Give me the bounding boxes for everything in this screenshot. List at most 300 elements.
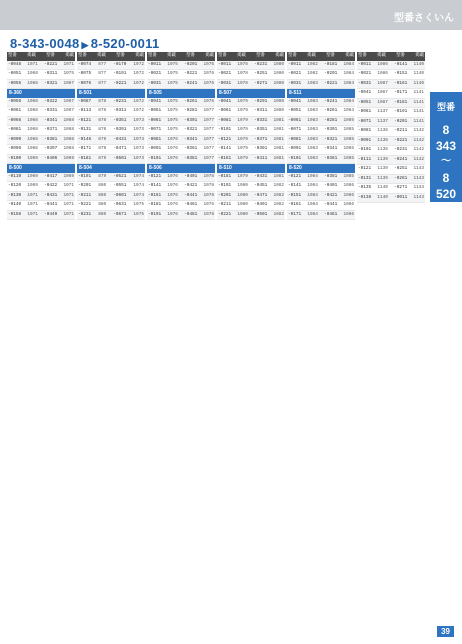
model-code: -0251 — [254, 71, 268, 76]
page-ref: 1079 — [237, 173, 248, 179]
page-ref: 1076 — [167, 146, 178, 151]
table-row — [287, 80, 355, 90]
page-ref: 1083 — [307, 108, 318, 113]
page-ref: 1082 — [273, 192, 284, 198]
table-row — [7, 70, 75, 80]
table-row — [217, 70, 285, 80]
column-header-label: 掲載 — [307, 53, 316, 58]
page-ref: 1081 — [273, 155, 284, 161]
side-tab — [430, 92, 462, 202]
page-ref: 1069 — [27, 173, 38, 179]
model-code: -0271 — [394, 185, 408, 190]
model-code: -0201 — [324, 71, 338, 76]
model-code: -0121 — [218, 136, 232, 142]
model-code: -0291 — [254, 98, 268, 104]
model-code: -0011 — [394, 194, 408, 200]
page-ref: 1086 — [343, 202, 354, 207]
table-row — [287, 107, 355, 117]
page-ref: 1143 — [413, 175, 424, 181]
page-ref: 1137 — [377, 109, 388, 114]
model-code: -0371 — [254, 136, 268, 142]
side-range-tilde: 〜 — [441, 156, 451, 167]
model-code: -0011 — [358, 61, 372, 67]
table-row — [77, 192, 145, 202]
model-code: -0161 — [288, 202, 302, 207]
page-ref: 1078 — [203, 192, 214, 198]
model-code: -0401 — [184, 173, 198, 179]
model-code: -0031 — [358, 80, 372, 86]
page-ref: 1075 — [167, 71, 178, 76]
model-code: -0171 — [78, 146, 92, 151]
page-ref: 1085 — [343, 155, 354, 161]
model-code: -0011 — [288, 61, 302, 67]
table-row — [7, 136, 75, 146]
table-row — [147, 107, 215, 117]
page-ref: 1072 — [133, 71, 144, 76]
table-row — [77, 145, 145, 155]
page-ref: 1142 — [413, 137, 424, 143]
model-code: -0331 — [254, 117, 268, 123]
model-code: -0481 — [184, 211, 198, 217]
page-ref: 1071 — [63, 183, 74, 188]
model-code: -0081 — [148, 136, 162, 142]
page-ref: 1077 — [203, 108, 214, 113]
model-code: -0381 — [324, 173, 338, 179]
table-row — [7, 145, 75, 155]
table-row — [7, 155, 75, 165]
model-code: -0431 — [44, 192, 58, 198]
model-code: -0061 — [288, 117, 302, 123]
page-ref: 1084 — [343, 71, 354, 76]
table-row — [287, 173, 355, 183]
section-badge: 8-520 — [287, 164, 355, 173]
header-title: 型番さくいん — [394, 13, 454, 24]
model-code: -0451 — [254, 183, 268, 188]
table-row — [217, 192, 285, 202]
model-code: -0074 — [78, 61, 92, 67]
page-ref: 1084 — [343, 61, 354, 67]
column-header-label: 型番 — [116, 53, 125, 58]
page-ref: 1082 — [273, 202, 284, 207]
model-code: -0631 — [113, 202, 127, 207]
table-row — [287, 145, 355, 155]
model-code: -0491 — [254, 202, 268, 207]
page-ref: 1084 — [343, 80, 354, 86]
table-row — [147, 136, 215, 146]
page-ref: 1076 — [203, 80, 214, 86]
page-ref: 1138 — [377, 147, 388, 152]
model-code: -0031 — [148, 80, 162, 86]
page-ref: 1080 — [273, 71, 284, 76]
model-code: -0271 — [254, 80, 268, 86]
column-header-label: 掲載 — [377, 53, 386, 58]
table-row — [357, 184, 425, 194]
page-ref: 1072 — [133, 61, 144, 67]
table-row — [7, 182, 75, 192]
model-code: -0051 — [288, 108, 302, 113]
section-badge: 8-360 — [7, 89, 75, 98]
arrow-right-icon: ▶ — [81, 40, 89, 50]
model-code: -0090 — [8, 136, 22, 142]
model-code: -0075 — [78, 71, 92, 76]
page-ref: 1068 — [27, 71, 38, 76]
page-ref: 1078 — [203, 173, 214, 179]
model-code: -0110 — [8, 173, 22, 179]
model-code: -0091 — [148, 146, 162, 151]
page-ref: 1071 — [27, 61, 38, 67]
page-ref: 1143 — [413, 185, 424, 190]
page-ref: 1073 — [133, 127, 144, 132]
page-ref: 878 — [98, 98, 107, 104]
page-ref: 1141 — [413, 109, 424, 114]
page-ref: 1076 — [167, 155, 178, 161]
page-ref: 1141 — [413, 90, 424, 95]
page-ref: 878 — [98, 117, 107, 123]
page-ref: 1081 — [273, 146, 284, 151]
page-ref: 1077 — [203, 136, 214, 142]
range-from: 8-343-0048 — [10, 36, 80, 51]
model-code: -0121 — [288, 173, 302, 179]
page-ref: 1084 — [307, 183, 318, 188]
page-ref: 879 — [98, 155, 107, 161]
page-ref: 1068 — [63, 117, 74, 123]
index-column — [287, 52, 355, 618]
page-number: 39 — [437, 626, 454, 637]
table-row — [287, 211, 355, 221]
table-row — [7, 61, 75, 71]
model-code: -0048 — [8, 61, 22, 67]
page-ref: 1086 — [343, 211, 354, 217]
table-row — [217, 117, 285, 127]
column-header-label: 掲載 — [205, 53, 214, 58]
table-row — [77, 173, 145, 183]
page-ref: 1075 — [167, 98, 178, 104]
page-ref: 878 — [98, 108, 107, 113]
page-ref: 1077 — [203, 146, 214, 151]
model-code: -0101 — [148, 155, 162, 161]
model-code: -0113 — [78, 108, 92, 113]
model-code: -0361 — [184, 146, 198, 151]
section-badge: 8-506 — [147, 164, 215, 173]
model-code: -0031 — [288, 80, 302, 86]
table-row — [217, 80, 285, 90]
table-row — [287, 136, 355, 146]
model-code: -0417 — [44, 173, 58, 179]
model-code: -0091 — [288, 146, 302, 151]
model-code: -0041 — [148, 98, 162, 104]
page-ref: 1075 — [167, 61, 178, 67]
index-column — [77, 52, 145, 618]
page-ref: 1074 — [133, 192, 144, 198]
model-code: -0431 — [113, 136, 127, 142]
page-ref: 1072 — [133, 80, 144, 86]
model-code: -0201 — [218, 192, 232, 198]
page-ref: 1068 — [27, 146, 38, 151]
page-ref: 1068 — [27, 136, 38, 142]
page-ref: 1139 — [377, 156, 388, 162]
model-code: -0121 — [78, 117, 92, 123]
model-code: -0221 — [78, 202, 92, 207]
column-header-label: 型番 — [358, 53, 367, 58]
page-ref: 1079 — [237, 127, 248, 132]
table-row — [147, 70, 215, 80]
page-ref: 1073 — [133, 155, 144, 161]
model-code: -0051 — [358, 99, 372, 105]
page-ref: 879 — [98, 146, 107, 151]
page-ref: 1140 — [413, 80, 424, 86]
table-row — [77, 211, 145, 221]
model-code: -0091 — [358, 137, 372, 143]
page-ref: 1084 — [307, 202, 318, 207]
side-tab-range — [430, 122, 462, 202]
column-header — [7, 52, 75, 61]
column-header-label: 掲載 — [27, 53, 36, 58]
model-code: -0061 — [148, 117, 162, 123]
index-column — [217, 52, 285, 618]
model-code: -0140 — [8, 202, 22, 207]
page-ref: 1083 — [307, 98, 318, 104]
page-ref: 1084 — [343, 108, 354, 113]
page-ref: 1140 — [377, 194, 388, 200]
model-code: -0441 — [44, 202, 58, 207]
page-ref: 1138 — [377, 137, 388, 143]
table-row — [287, 182, 355, 192]
model-code: -0041 — [288, 98, 302, 104]
model-code: -0076 — [78, 80, 92, 86]
column-header-label: 型番 — [148, 53, 157, 58]
table-row — [7, 80, 75, 90]
model-code: -0381 — [184, 155, 198, 161]
model-code: -0231 — [113, 98, 127, 104]
model-code: -0521 — [113, 173, 127, 179]
model-code: -0131 — [78, 127, 92, 132]
page-ref: 1139 — [377, 166, 388, 171]
model-code: -0221 — [184, 71, 198, 76]
model-code: -0151 — [288, 192, 302, 198]
model-code: -0241 — [394, 156, 408, 162]
model-code: -0071 — [288, 127, 302, 132]
page-ref: 880 — [98, 202, 107, 207]
page-ref: 1085 — [343, 173, 354, 179]
model-code: -0181 — [78, 155, 92, 161]
page-ref: 1083 — [307, 127, 318, 132]
table-row — [217, 107, 285, 117]
index-column — [147, 52, 215, 618]
page-ref: 1083 — [307, 136, 318, 142]
model-code: -0191 — [78, 173, 92, 179]
model-code: -0061 — [8, 108, 22, 113]
table-row — [217, 182, 285, 192]
model-code: -0311 — [44, 71, 58, 76]
table-row — [287, 70, 355, 80]
table-row — [287, 98, 355, 108]
model-code: -0381 — [44, 136, 58, 142]
model-code: -0081 — [288, 136, 302, 142]
page-ref: 1142 — [413, 128, 424, 133]
table-row — [7, 117, 75, 127]
model-code: -0201 — [78, 183, 92, 188]
page-ref: 1071 — [27, 211, 38, 217]
table-row — [217, 126, 285, 136]
table-row — [217, 201, 285, 211]
section-badge: 8-505 — [147, 89, 215, 98]
table-row — [147, 126, 215, 136]
column-header-label: 掲載 — [275, 53, 284, 58]
model-code: -0231 — [394, 147, 408, 152]
page-ref: 1079 — [237, 146, 248, 151]
model-code: -0361 — [324, 155, 338, 161]
table-row — [147, 173, 215, 183]
column-header — [217, 52, 285, 61]
model-code: -0341 — [324, 146, 338, 151]
table-row — [357, 99, 425, 109]
model-code: -0251 — [394, 166, 408, 171]
table-row — [147, 61, 215, 71]
page-ref: 1077 — [203, 117, 214, 123]
table-row — [147, 211, 215, 221]
table-row — [357, 108, 425, 118]
page-ref: 880 — [98, 183, 107, 188]
model-code: -0121 — [148, 173, 162, 179]
model-code: -0191 — [218, 183, 232, 188]
table-row — [7, 126, 75, 136]
page-ref: 1083 — [307, 80, 318, 86]
model-code: -0421 — [184, 183, 198, 188]
section-badge: 8-510 — [217, 164, 285, 173]
model-code: -0341 — [184, 136, 198, 142]
table-row — [7, 173, 75, 183]
model-code: -0101 — [358, 147, 372, 152]
page-ref: 1077 — [203, 155, 214, 161]
page-ref: 1076 — [167, 173, 178, 179]
model-code: -0322 — [44, 98, 58, 104]
model-code: -0449 — [44, 211, 58, 217]
column-header — [77, 52, 145, 61]
page-ref: 1071 — [27, 202, 38, 207]
page-ref: 878 — [98, 127, 107, 132]
page-ref: 1067 — [63, 80, 74, 86]
range-title — [10, 36, 160, 51]
index-column — [357, 52, 425, 618]
table-row — [287, 201, 355, 211]
page-ref: 879 — [98, 136, 107, 142]
model-code: -0441 — [184, 192, 198, 198]
page-ref: 1137 — [377, 118, 388, 124]
model-code: -0211 — [218, 202, 232, 207]
model-code: -0221 — [44, 61, 58, 67]
page-ref: 879 — [98, 173, 107, 179]
table-row — [7, 98, 75, 108]
table-row — [217, 145, 285, 155]
table-row — [7, 211, 75, 221]
table-row — [147, 145, 215, 155]
page-ref: 1071 — [27, 192, 38, 198]
model-code: -0201 — [184, 61, 198, 67]
model-code: -0101 — [218, 127, 232, 132]
page-ref: 1075 — [133, 202, 144, 207]
page-ref: 1068 — [27, 117, 38, 123]
table-row — [147, 80, 215, 90]
model-code: -0471 — [254, 192, 268, 198]
page-ref: 1138 — [377, 128, 388, 133]
model-code: -0241 — [324, 98, 338, 104]
table-row — [287, 126, 355, 136]
table-row — [287, 192, 355, 202]
model-code: -0041 — [358, 90, 372, 95]
page-ref: 1075 — [63, 71, 74, 76]
table-row — [147, 98, 215, 108]
table-row — [357, 137, 425, 147]
model-code: -0406 — [44, 155, 58, 161]
model-code: -0461 — [184, 202, 198, 207]
model-code: -0341 — [44, 117, 58, 123]
model-code: -0201 — [394, 118, 408, 124]
model-code: -0311 — [113, 108, 127, 113]
model-code: -0141 — [148, 183, 162, 188]
model-code: -0021 — [148, 71, 162, 76]
table-row — [217, 61, 285, 71]
column-header-label: 型番 — [186, 53, 195, 58]
model-code: -0461 — [324, 211, 338, 217]
page-ref: 1084 — [307, 211, 318, 217]
model-code: -0171 — [394, 90, 408, 95]
page-ref: 1086 — [343, 192, 354, 198]
model-code: -0261 — [184, 98, 198, 104]
model-code: -0421 — [324, 192, 338, 198]
model-code: -0011 — [148, 61, 162, 67]
model-code: -0081 — [8, 127, 22, 132]
range-to: 8-520-0011 — [90, 36, 160, 51]
page-ref: 1076 — [203, 71, 214, 76]
page-ref: 1068 — [27, 127, 38, 132]
table-row — [287, 155, 355, 165]
model-code: -0141 — [288, 183, 302, 188]
model-code: -0241 — [184, 80, 198, 86]
page-ref: 1072 — [133, 108, 144, 113]
model-code: -0281 — [324, 117, 338, 123]
table-row — [287, 117, 355, 127]
page-ref: 1084 — [343, 98, 354, 104]
page-ref: 1087 — [377, 99, 388, 105]
table-row — [357, 80, 425, 90]
column-header-label: 型番 — [218, 53, 227, 58]
model-code: -0021 — [288, 71, 302, 76]
column-header-label: 型番 — [8, 53, 17, 58]
column-header-label: 掲載 — [135, 53, 144, 58]
model-code: -0351 — [254, 127, 268, 132]
column-header-label: 型番 — [256, 53, 265, 58]
model-code: -0321 — [184, 127, 198, 132]
model-code: -0101 — [288, 155, 302, 161]
column-header-label: 掲載 — [97, 53, 106, 58]
page-ref: 1074 — [133, 173, 144, 179]
section-badge: 8-500 — [7, 164, 75, 173]
page-ref: 877 — [98, 71, 107, 76]
table-row — [357, 70, 425, 80]
page-ref: 1140 — [413, 61, 424, 67]
model-code: -0191 — [394, 109, 408, 114]
page-ref: 1076 — [167, 202, 178, 207]
section-badge: 8-504 — [77, 164, 145, 173]
model-code: -0331 — [44, 108, 58, 113]
model-code: -0371 — [44, 127, 58, 132]
table-row — [357, 89, 425, 99]
model-code: -0191 — [113, 71, 127, 76]
page-ref: 1142 — [413, 147, 424, 152]
model-code: -0041 — [218, 98, 232, 104]
page-ref: 1073 — [133, 136, 144, 142]
model-code: -0141 — [218, 146, 232, 151]
